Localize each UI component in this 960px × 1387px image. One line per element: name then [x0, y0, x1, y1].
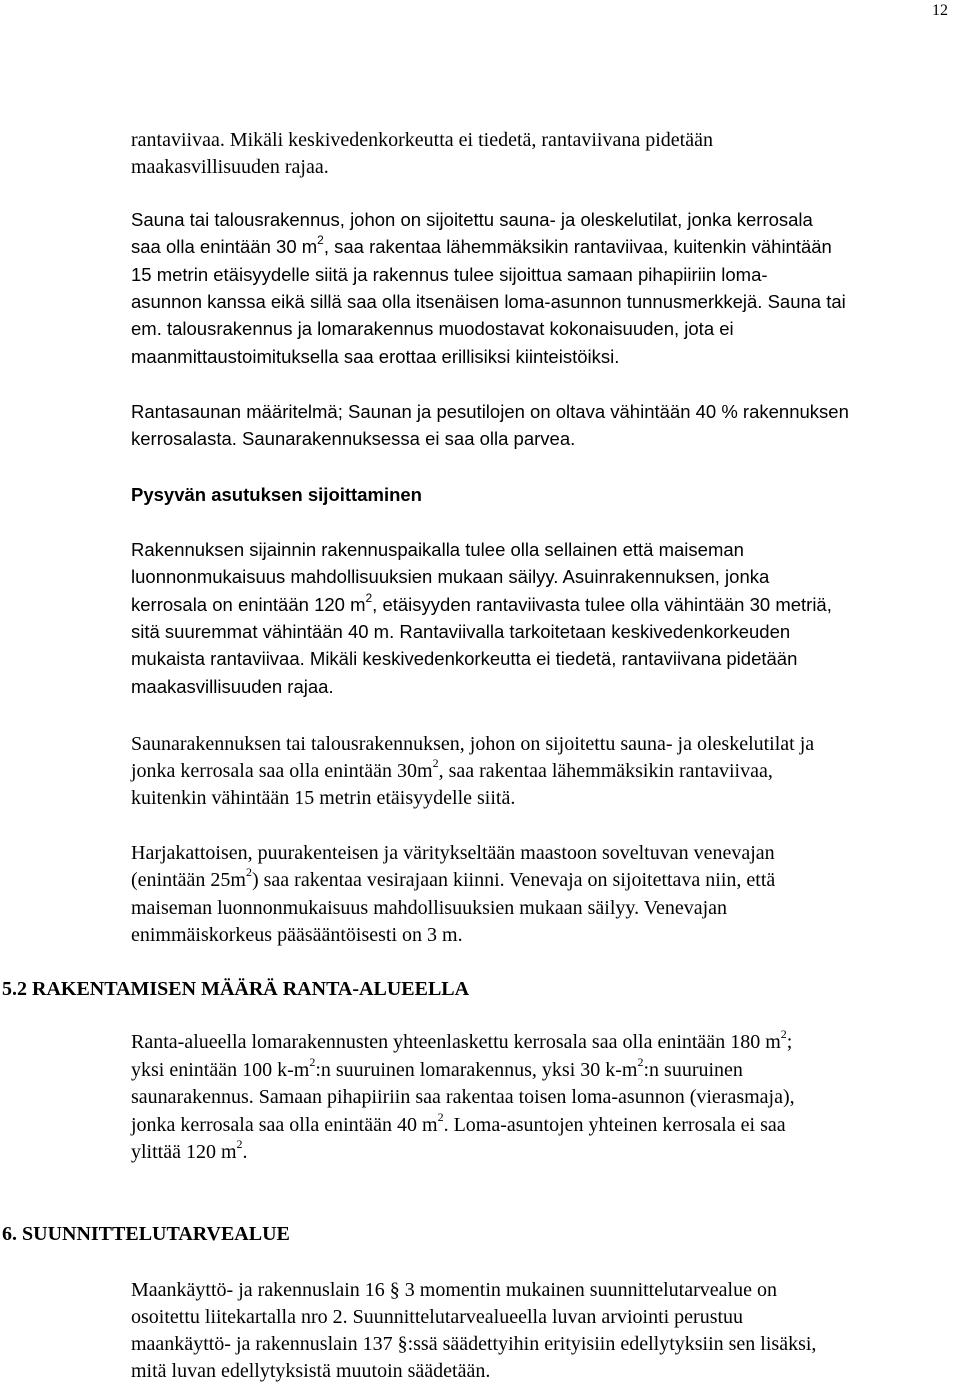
text-line: maakasvillisuuden rajaa. [131, 156, 329, 178]
text-line: yksi enintään 100 $k-m^2:n$ suuruinen lomarakennus, yksi 30 $k-m^2:n$ suuruinen [131, 1055, 743, 1081]
text-line: jonka kerrosala saa olla enintään 40 $m^2$. Loma-asuntojen yhteinen kerrosala ei saa [131, 1110, 786, 1136]
text-line: Rakennuksen sijainnin rakennuspaikalla tulee olla sellainen että maiseman [131, 539, 744, 560]
text-line: Ranta-alueella lomarakennusten yhteenlaskettu kerrosala saa olla enintään 180 $m^2$; [131, 1027, 793, 1053]
text-line: kerrosalasta. Saunarakennuksessa ei saa olla parvea. [131, 428, 576, 449]
text-line: Saunarakennuksen tai talousrakennuksen, johon on sijoitettu sauna- ja oleskelutilat ja [131, 733, 815, 755]
text-line: sitä suuremmat vähintään 40 m. Rantaviivalla tarkoitetaan keskivedenkorkeuden [131, 621, 791, 642]
text-line: (enintään $25m^2$) saa rakentaa vesirajaan kiinni. Venevaja on sijoitettava niin, että [131, 865, 776, 891]
text-line: maankäyttö- ja rakennuslain 137 §:ssä säädettyihin erityisiin edellytyksiin sen lisäksi, [131, 1333, 817, 1355]
text-line: Harjakattoisen, puurakenteisen ja väritykseltään maastoon soveltuvan venevajan [131, 842, 775, 864]
text-line: maanmittaustoimituksella saa erottaa erillisiksi kiinteistöiksi. [131, 346, 620, 367]
text-line: rantaviivaa. Mikäli keskivedenkorkeutta ei tiedetä, rantaviivana pidetään [131, 129, 713, 151]
section-heading: 5.2 RAKENTAMISEN MÄÄRÄ RANTA-ALUEELLA [2, 978, 470, 1000]
text-line: maakasvillisuuden rajaa. [131, 676, 334, 697]
text-line: mukaista rantaviivaa. Mikäli keskivedenkorkeutta ei tiedetä, rantaviivana pidetään [131, 648, 798, 669]
text-line: em. talousrakennus ja lomarakennus muodostavat kokonaisuuden, jota ei [131, 318, 734, 339]
text-line: ylittää 120 $m^2$. [131, 1137, 248, 1163]
page-number: 12 [932, 2, 948, 19]
text-line: kerrosala on enintään 120 $m^2$, etäisyyden rantaviivasta tulee olla vähintään 30 metriä, [131, 590, 832, 615]
text-line: enimmäiskorkeus pääsääntöisesti on 3 m. [131, 924, 463, 946]
text-line: kuitenkin vähintään 15 metrin etäisyydelle siitä. [131, 787, 516, 809]
section-heading: 6. SUUNNITTELUTARVEALUE [2, 1223, 290, 1245]
text-line: jonka kerrosala saa olla enintään $30m^2$, saa rakentaa lähemmäksikin rantaviivaa, [131, 756, 773, 782]
text-line: maiseman luonnonmukaisuus mahdollisuuksien mukaan säilyy. Venevajan [131, 897, 728, 919]
text-line: saa olla enintään 30 $m^2$, saa rakentaa lähemmäksikin rantaviivaa, kuitenkin vähintään [131, 232, 832, 257]
text-line: osoitettu liitekartalla nro 2. Suunnittelutarvealueella luvan arviointi perustuu [131, 1306, 744, 1328]
text-line: Maankäyttö- ja rakennuslain 16 § 3 momentin mukainen suunnittelutarvealue on [131, 1279, 777, 1301]
text-line: mitä luvan edellytyksistä muutoin säädetään. [131, 1360, 491, 1382]
text-line: 15 metrin etäisyydelle siitä ja rakennus tulee sijoittua samaan pihapiiriin loma- [131, 264, 768, 285]
text-line: asunnon kanssa eikä sillä saa olla itsenäisen loma-asunnon tunnusmerkkejä. Sauna tai [131, 291, 846, 312]
text-line: Sauna tai talousrakennus, johon on sijoitettu sauna- ja oleskelutilat, jonka kerrosala [131, 209, 813, 230]
section-subheading: Pysyvän asutuksen sijoittaminen [131, 484, 422, 505]
text-line: saunarakennus. Samaan pihapiiriin saa rakentaa toisen loma-asunnon (vierasmaja), [131, 1086, 795, 1108]
text-line: Rantasaunan määritelmä; Saunan ja pesutilojen on oltava vähintään 40 % rakennuksen [131, 401, 849, 422]
text-line: luonnonmukaisuus mahdollisuuksien mukaan säilyy. Asuinrakennuksen, jonka [131, 566, 770, 587]
